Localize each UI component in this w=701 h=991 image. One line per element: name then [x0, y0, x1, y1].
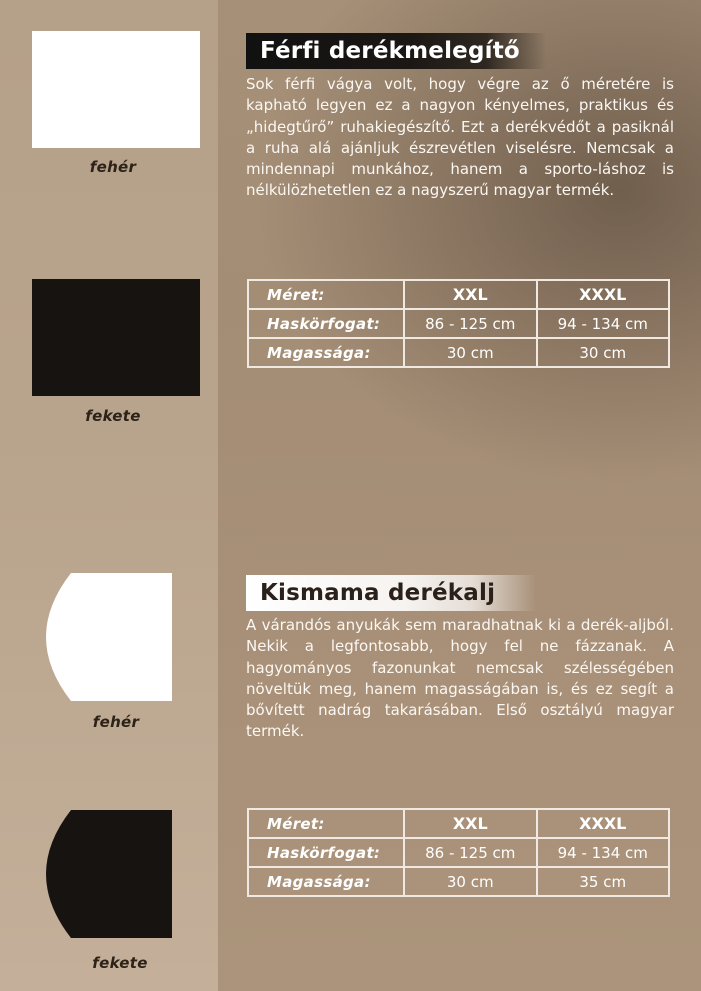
row-label-waist: Haskörfogat:: [248, 838, 404, 867]
cell-waist-xxl: 86 - 125 cm: [404, 838, 537, 867]
table-col-xxl: XXL: [404, 809, 537, 838]
table-row: [248, 867, 669, 896]
table-row: [248, 338, 669, 367]
table-header-label: Méret:: [248, 809, 404, 838]
section-title-ferfi: Férfi derékmelegítő: [246, 33, 546, 69]
table-row: [248, 309, 669, 338]
table-header-row: [248, 280, 669, 309]
swatch-white-curved-shape: [46, 573, 173, 702]
table-row: [248, 838, 669, 867]
cell-waist-xxl: 86 - 125 cm: [404, 309, 537, 338]
size-table-ferfi: [247, 279, 670, 368]
cell-waist-xxxl: 94 - 134 cm: [537, 309, 670, 338]
cell-height-xxxl: 30 cm: [537, 338, 670, 367]
section-title-kismama: Kismama derékalj: [246, 575, 536, 611]
swatch-black-rectangle: [32, 279, 200, 396]
cell-height-xxxl: 35 cm: [537, 867, 670, 896]
table-col-xxxl: XXXL: [537, 809, 670, 838]
section-description-kismama: A várandós anyukák sem maradhatnak ki a derék-aljból. Nekik a legfontosabb, hogy fel ne fázzanak. A hagyományos fazonunkat nemcsak szélességében növeltük meg, hanem magasságában is, és ez segít a bővített nadrág takarásában. Első osztályú magyar termék.: [246, 616, 674, 741]
swatch-white-rectangle: [32, 31, 200, 148]
table-col-xxl: XXL: [404, 280, 537, 309]
section-description-ferfi: Sok férfi vágya volt, hogy végre az ő méretére is kapható legyen ez a nagyon kényelmes, praktikus és „hidegtűrő” ruhakiegészítő. Ezt a derékvédőt a pasiknál a ruha alá ajánljuk észrevétlen viselésre. Nemcsak a mindennapi munkához, hanem a sporto-láshoz is nélkülözhetetlen ez a nagyszerű magyar termék.: [246, 75, 674, 200]
row-label-height: Magassága:: [248, 338, 404, 367]
swatch-label-white-2: fehér: [92, 713, 140, 731]
cell-waist-xxxl: 94 - 134 cm: [537, 838, 670, 867]
cell-height-xxl: 30 cm: [404, 867, 537, 896]
table-header-label: Méret:: [248, 280, 404, 309]
table-header-row: [248, 809, 669, 838]
table-col-xxxl: XXXL: [537, 280, 670, 309]
swatch-label-white: fehér: [89, 158, 137, 176]
row-label-waist: Haskörfogat:: [248, 309, 404, 338]
swatch-black-curved-shape: [46, 810, 173, 939]
swatch-label-black-2: fekete: [92, 954, 148, 972]
cell-height-xxl: 30 cm: [404, 338, 537, 367]
size-table-kismama: [247, 808, 670, 897]
swatch-label-black: fekete: [85, 407, 141, 425]
row-label-height: Magassága:: [248, 867, 404, 896]
